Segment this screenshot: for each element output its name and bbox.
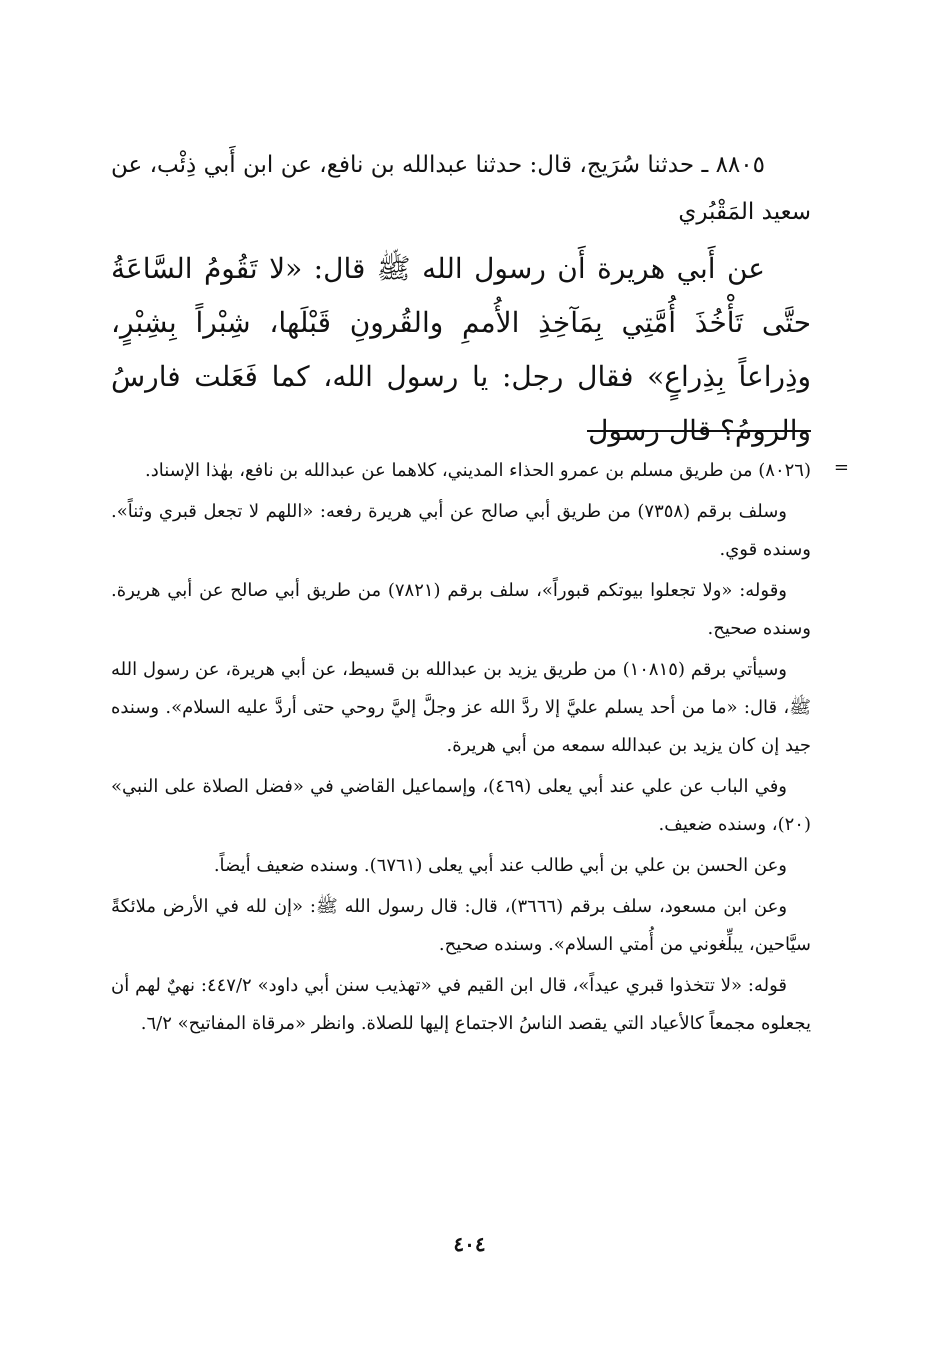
main-text-block — [111, 142, 811, 458]
footnote-paragraph: (٨٠٢٦) من طريق مسلم بن عمرو الحذاء المديني، كلاهما عن عبدالله بن نافع، بهٰذا الإسناد. — [145, 460, 811, 481]
footnote-continuation-marker: = — [833, 457, 849, 478]
footnote-paragraph: وعن الحسن بن علي بن أبي طالب عند أبي يعلى (٦٧٦١). وسنده ضعيف أيضاً. — [213, 855, 787, 876]
footnote-paragraph: وقوله: «ولا تجعلوا بيوتكم قبوراً»، سلف برقم (٧٨٢١) من طريق أبي صالح عن أبي هريرة. وسنده صحيح. — [111, 580, 811, 639]
hadith-isnad: ٨٨٠٥ ـ حدثنا سُرَيج، قال: حدثنا عبدالله بن نافع، عن ابن أَبي ذِئْب، عن سعيد المَقْبُري — [111, 152, 811, 225]
footnote-paragraph: وفي الباب عن علي عند أبي يعلى (٤٦٩)، وإسماعيل القاضي في «فضل الصلاة على النبي» (٢٠)، وسنده ضعيف. — [111, 776, 811, 835]
hadith-text: عن أَبي هريرة أَن رسول الله ﷺ قال: «لا تَقُومُ السَّاعَةُ حتَّى تَأْخُذَ أُمَّتِي بِمَآخِذِ الأُممِ والقُرونِ قَبْلَها، شِبْراً بِشِبْرٍ، وذِراعاً بِذِراعٍ» فقال رجل: يا رسول الله، كما فَعَلت فارسُ والرومُ؟ قال رسول — [111, 252, 811, 447]
footnote-separator — [587, 430, 811, 432]
footnote-paragraph: وسيأتي برقم (١٠٨١٥) من طريق يزيد بن عبدالله بن قسيط، عن أبي هريرة، عن رسول الله ﷺ، قال: «ما من أحد يسلم عليَّ إلا ردَّ الله عز وجلَّ إليَّ روحي حتى أردَّ عليه السلام». وسنده جيد إن كان يزيد بن عبدالله سمعه من أبي هريرة. — [111, 659, 811, 756]
footnote-paragraph: وسلف برقم (٧٣٥٨) من طريق أبي صالح عن أبي هريرة رفعه: «اللهم لا تجعل قبري وثناً». وسنده قوي. — [111, 501, 811, 560]
footnote-paragraph: قوله: «لا تتخذوا قبري عيداً»، قال ابن القيم في «تهذيب سنن أبي داود» ٤٤٧/٢: نهيٌ لهم أن يجعلوه مجمعاً كالأعياد التي يقصد الناسُ الاجتماع إليها للصلاة. وانظر «مرقاة المفاتيح» ٦/٢. — [111, 975, 811, 1034]
footnote-paragraph: وعن ابن مسعود، سلف برقم (٣٦٦٦)، قال: قال رسول الله ﷺ: «إن لله في الأرض ملائكةً سيَّاحين، يبلِّغوني من أُمتي السلام». وسنده صحيح. — [111, 896, 811, 955]
footnotes-block — [111, 452, 811, 1046]
page-number: ٤٠٤ — [453, 1232, 486, 1256]
